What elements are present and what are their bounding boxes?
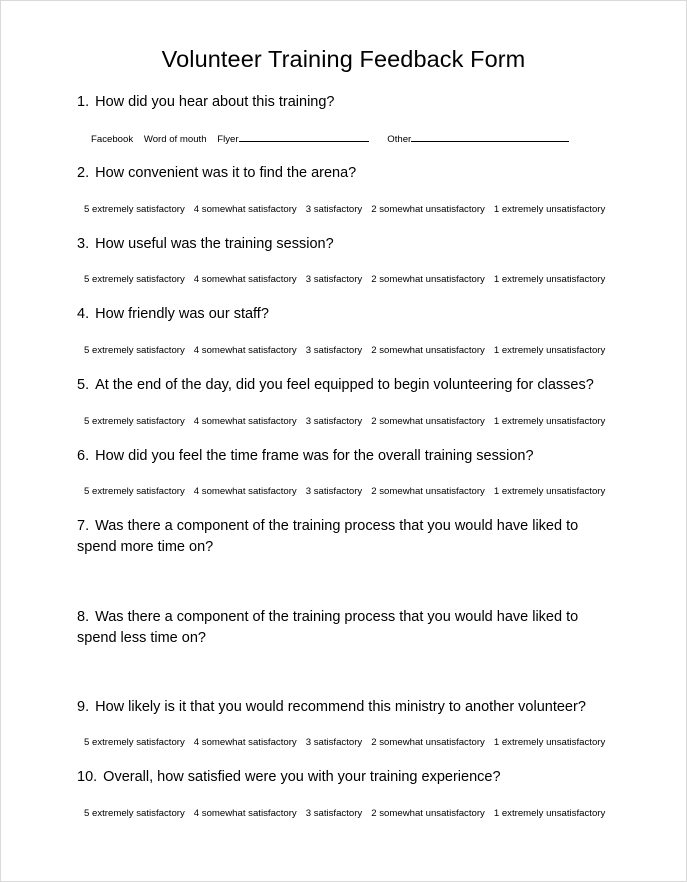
other-blank-line[interactable] [411,132,569,142]
question-6 [77,446,637,467]
scale-option-2[interactable]: 2 somewhat unsatisfactory [371,274,485,285]
question-10 [77,767,637,788]
flyer-blank-line[interactable] [239,132,369,142]
question-text: How useful was the training session? [95,236,334,252]
scale-option-4[interactable]: 4 somewhat satisfactory [193,274,297,285]
scale-option-3[interactable]: 3 satisfactory [305,737,363,748]
option-flyer[interactable]: Flyer [217,134,239,145]
scale-option-1[interactable]: 1 extremely unsatisfactory [493,274,606,285]
scale-option-2[interactable]: 2 somewhat unsatisfactory [371,737,485,748]
question-5 [77,375,637,396]
question-2 [77,163,617,184]
scale-option-4[interactable]: 4 somewhat satisfactory [193,345,297,356]
rating-scale [84,274,605,285]
scale-option-3[interactable]: 3 satisfactory [305,274,363,285]
rating-scale [84,204,605,215]
scale-option-1[interactable]: 1 extremely unsatisfactory [493,416,606,427]
scale-option-3[interactable]: 3 satisfactory [305,486,363,497]
scale-option-5[interactable]: 5 extremely satisfactory [84,204,185,215]
question-text: How likely is it that you would recommend this ministry to another volunteer? [95,699,586,715]
question-4 [77,304,617,325]
question-7 [77,516,602,558]
scale-option-3[interactable]: 3 satisfactory [305,808,363,819]
question-text: How friendly was our staff? [95,306,269,322]
scale-option-4[interactable]: 4 somewhat satisfactory [193,416,297,427]
scale-option-4[interactable]: 4 somewhat satisfactory [193,204,297,215]
question-text: Was there a component of the training process that you would have liked to spend less time on? [77,609,579,646]
scale-option-2[interactable]: 2 somewhat unsatisfactory [371,345,485,356]
question-number: 10. [77,769,98,785]
question-number: 2. [77,165,90,181]
scale-option-2[interactable]: 2 somewhat unsatisfactory [371,416,485,427]
scale-option-5[interactable]: 5 extremely satisfactory [84,808,185,819]
scale-option-5[interactable]: 5 extremely satisfactory [84,274,185,285]
question-text: At the end of the day, did you feel equipped to begin volunteering for classes? [95,377,594,393]
question-number: 9. [77,699,90,715]
scale-option-2[interactable]: 2 somewhat unsatisfactory [371,204,485,215]
rating-scale [84,808,605,819]
page-title: Volunteer Training Feedback Form [161,46,526,72]
question-number: 4. [77,306,90,322]
scale-option-1[interactable]: 1 extremely unsatisfactory [493,486,606,497]
question-text: How did you feel the time frame was for the overall training session? [95,448,534,464]
question-text: How convenient was it to find the arena? [95,165,357,181]
option-word-of-mouth[interactable]: Word of mouth [143,134,207,145]
rating-scale [84,737,605,748]
question-text: Overall, how satisfied were you with your training experience? [103,769,501,785]
option-other[interactable]: Other [387,134,412,145]
question-text: Was there a component of the training process that you would have liked to spend more time on? [77,518,579,555]
scale-option-4[interactable]: 4 somewhat satisfactory [193,486,297,497]
hear-options [91,132,569,145]
scale-option-5[interactable]: 5 extremely satisfactory [84,737,185,748]
option-facebook[interactable]: Facebook [91,134,134,145]
question-number: 7. [77,518,90,534]
question-8 [77,607,602,649]
question-3 [77,234,617,255]
scale-option-4[interactable]: 4 somewhat satisfactory [193,737,297,748]
question-9 [77,697,637,718]
question-text: How did you hear about this training? [95,94,335,110]
question-1 [77,92,617,113]
scale-option-1[interactable]: 1 extremely unsatisfactory [493,808,606,819]
rating-scale [84,486,605,497]
scale-option-1[interactable]: 1 extremely unsatisfactory [493,345,606,356]
scale-option-3[interactable]: 3 satisfactory [305,416,363,427]
scale-option-1[interactable]: 1 extremely unsatisfactory [493,204,606,215]
question-number: 3. [77,236,90,252]
scale-option-2[interactable]: 2 somewhat unsatisfactory [371,486,485,497]
scale-option-3[interactable]: 3 satisfactory [305,345,363,356]
question-number: 8. [77,609,90,625]
scale-option-3[interactable]: 3 satisfactory [305,204,363,215]
rating-scale [84,416,605,427]
scale-option-5[interactable]: 5 extremely satisfactory [84,486,185,497]
scale-option-1[interactable]: 1 extremely unsatisfactory [493,737,606,748]
scale-option-2[interactable]: 2 somewhat unsatisfactory [371,808,485,819]
question-number: 5. [77,377,90,393]
scale-option-4[interactable]: 4 somewhat satisfactory [193,808,297,819]
question-number: 6. [77,448,90,464]
scale-option-5[interactable]: 5 extremely satisfactory [84,345,185,356]
question-number: 1. [77,94,90,110]
rating-scale [84,345,605,356]
scale-option-5[interactable]: 5 extremely satisfactory [84,416,185,427]
